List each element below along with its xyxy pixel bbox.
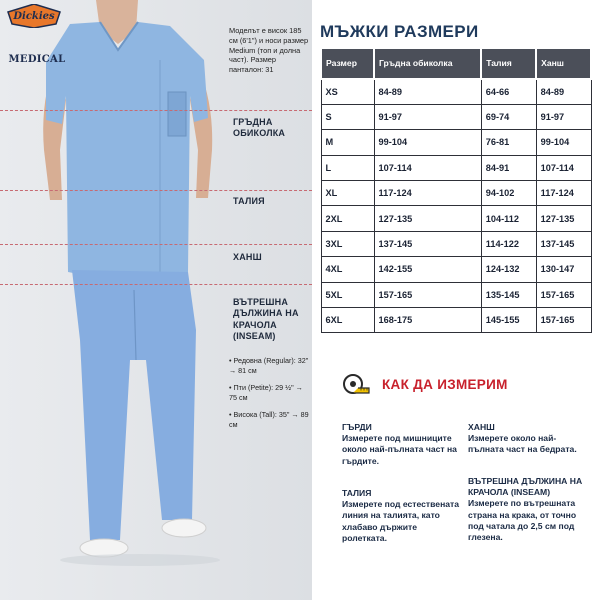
measure-waist-heading: ТАЛИЯ [342, 488, 372, 498]
inseam-petite: • Пти (Petite): 29 ½" → 75 см [229, 383, 303, 402]
cell-chest: 168-175 [374, 308, 481, 333]
how-to-measure-heading [342, 373, 508, 395]
measure-inseam-text: Измерете по вътрешната страна на крака, от точно под чатала до 2,5 см под глезена. [468, 498, 577, 542]
table-row [321, 130, 591, 155]
hip-label: ХАНШ [233, 252, 262, 262]
cell-waist: 76-81 [481, 130, 536, 155]
header-hip: Ханш [536, 48, 591, 79]
cell-chest: 84-89 [374, 79, 481, 104]
measure-inseam [468, 476, 592, 543]
cell-waist: 145-155 [481, 308, 536, 333]
header-chest: Гръдна обиколка [374, 48, 481, 79]
measure-waist [342, 488, 462, 544]
cell-hip: 91-97 [536, 104, 591, 129]
table-row [321, 104, 591, 129]
dickies-logo-icon [6, 4, 62, 28]
tape-measure-icon [342, 373, 370, 395]
cell-size: 2XL [321, 206, 374, 231]
cell-chest: 117-124 [374, 181, 481, 206]
cell-size: M [321, 130, 374, 155]
inseam-label: ВЪТРЕШНА ДЪЛЖИНА НА КРАЧОЛА (INSEAM) [233, 297, 299, 341]
measure-waist-text: Измерете под естествената линия на талията, като хлабаво държите ролетката. [342, 499, 460, 543]
model-photo [0, 0, 220, 600]
cell-hip: 157-165 [536, 282, 591, 307]
waist-line [0, 190, 312, 191]
cell-chest: 142-155 [374, 257, 481, 282]
inseam-regular: • Редовна (Regular): 32" → 81 см [229, 356, 309, 375]
cell-waist: 135-145 [481, 282, 536, 307]
measure-hip-heading: ХАНШ [468, 422, 495, 432]
cell-waist: 104-112 [481, 206, 536, 231]
measure-inseam-heading: ВЪТРЕШНА ДЪЛЖИНА НА КРАЧОЛА (INSEAM) [468, 476, 583, 498]
cell-size: S [321, 104, 374, 129]
chest-line [0, 110, 312, 111]
logo-wordmark: Dickies [13, 11, 55, 22]
table-row [321, 155, 591, 180]
inseam-line [0, 284, 312, 285]
header-size: Размер [321, 48, 374, 79]
cell-waist: 94-102 [481, 181, 536, 206]
table-header-row [321, 48, 591, 79]
cell-size: 4XL [321, 257, 374, 282]
table-row [321, 282, 591, 307]
cell-size: L [321, 155, 374, 180]
table-row [321, 231, 591, 256]
cell-size: 5XL [321, 282, 374, 307]
measure-chest [342, 422, 460, 467]
cell-hip: 117-124 [536, 181, 591, 206]
inseam-options [229, 356, 309, 437]
size-chart-title: МЪЖКИ РАЗМЕРИ [320, 22, 479, 41]
cell-hip: 130-147 [536, 257, 591, 282]
cell-hip: 99-104 [536, 130, 591, 155]
cell-hip: 107-114 [536, 155, 591, 180]
chest-label: ГРЪДНА ОБИКОЛКА [233, 117, 286, 139]
table-row [321, 257, 591, 282]
cell-chest: 157-165 [374, 282, 481, 307]
measure-chest-heading: ГЪРДИ [342, 422, 372, 432]
how-to-measure-title: КАК ДА ИЗМЕРИМ [382, 376, 508, 392]
size-table [320, 47, 592, 333]
cell-size: XS [321, 79, 374, 104]
cell-hip: 137-145 [536, 231, 591, 256]
cell-size: 3XL [321, 231, 374, 256]
cell-chest: 91-97 [374, 104, 481, 129]
cell-size: XL [321, 181, 374, 206]
cell-chest: 127-135 [374, 206, 481, 231]
table-row [321, 79, 591, 104]
cell-waist: 84-91 [481, 155, 536, 180]
waist-label: ТАЛИЯ [233, 196, 265, 206]
table-row [321, 181, 591, 206]
cell-hip: 157-165 [536, 308, 591, 333]
cell-waist: 64-66 [481, 79, 536, 104]
cell-waist: 114-122 [481, 231, 536, 256]
table-row [321, 308, 591, 333]
model-note: Моделът е висок 185 см (6'1") и носи размер Medium (топ и долна част). Размер панталон: 31 [229, 26, 309, 75]
brand-logo [6, 4, 68, 65]
measure-hip [468, 422, 592, 456]
brand-subtitle: MEDICAL [8, 54, 66, 65]
cell-hip: 84-89 [536, 79, 591, 104]
measure-chest-text: Измерете под мишниците около най-пълната част на гърдите. [342, 433, 457, 466]
cell-hip: 127-135 [536, 206, 591, 231]
cell-chest: 137-145 [374, 231, 481, 256]
cell-chest: 107-114 [374, 155, 481, 180]
header-waist: Талия [481, 48, 536, 79]
cell-size: 6XL [321, 308, 374, 333]
inseam-tall: • Висока (Tall): 35" → 89 см [229, 410, 309, 429]
table-row [321, 206, 591, 231]
hip-line [0, 244, 312, 245]
cell-waist: 124-132 [481, 257, 536, 282]
cell-waist: 69-74 [481, 104, 536, 129]
table-body [321, 79, 591, 333]
measure-hip-text: Измерете около най-пълната част на бедрата. [468, 433, 577, 455]
cell-chest: 99-104 [374, 130, 481, 155]
